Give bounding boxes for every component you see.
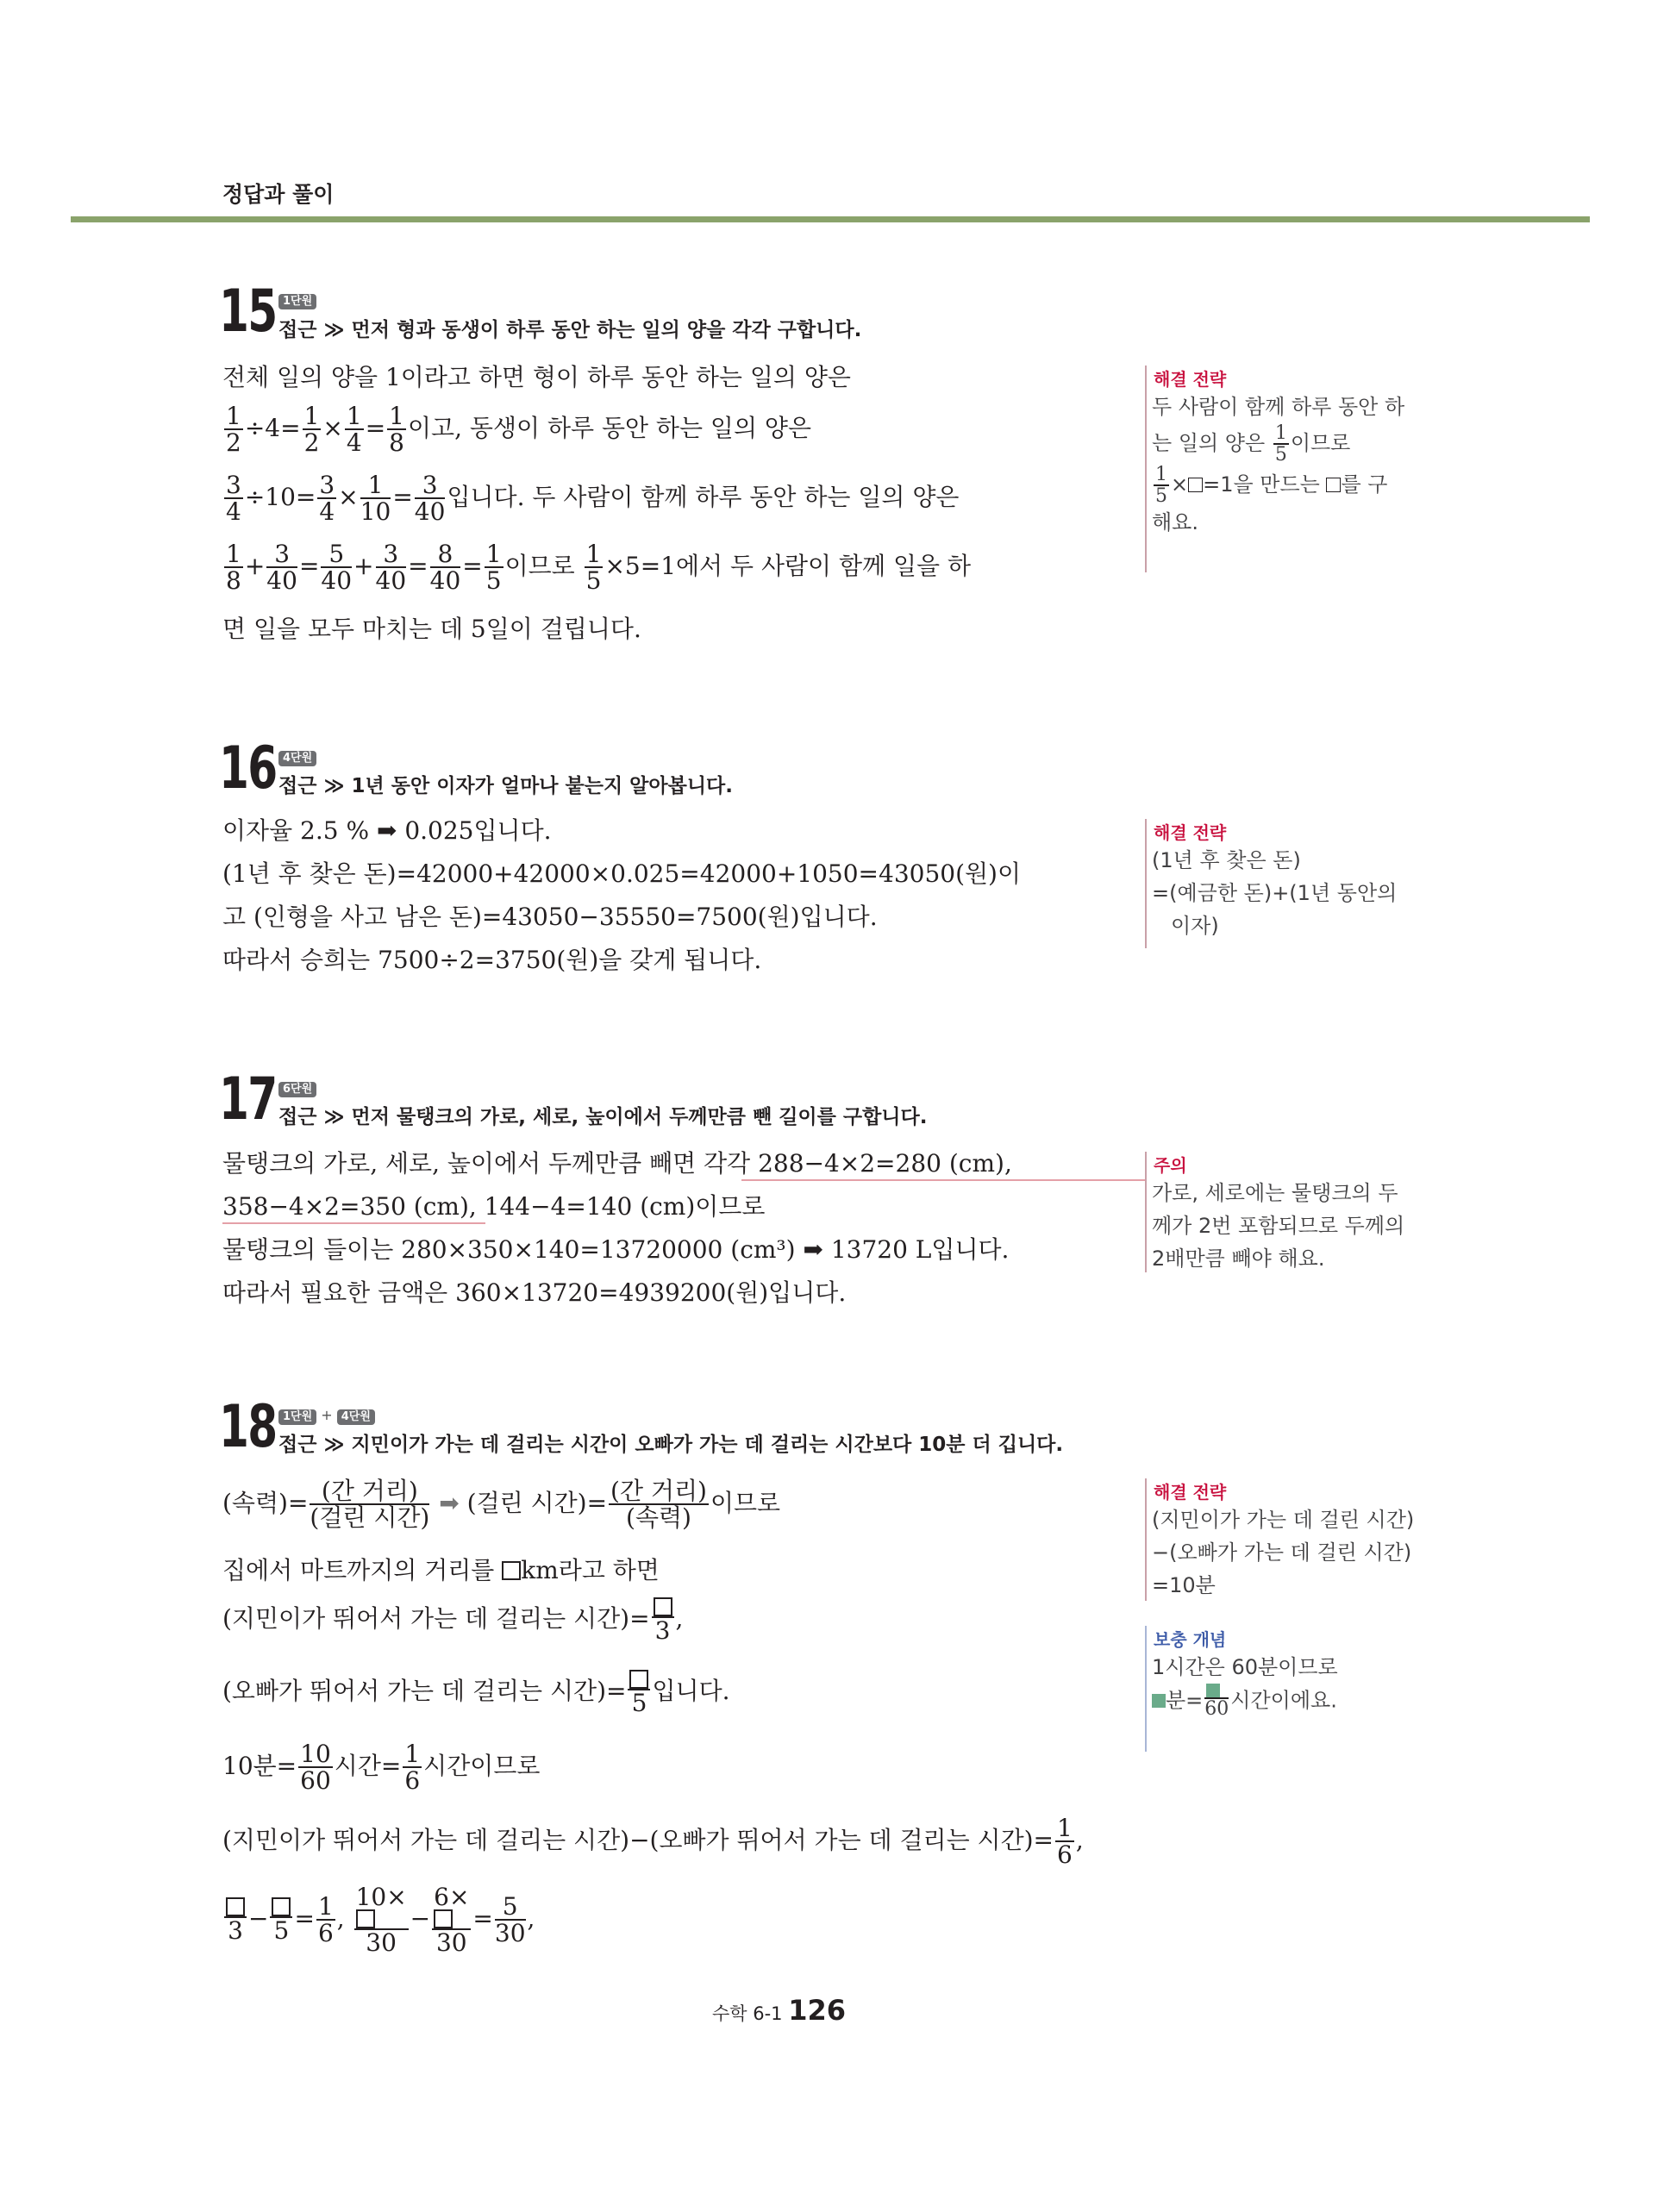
approach-text: 접근 ≫ 1년 동안 이자가 얼마나 붙는지 알아봅니다. — [278, 775, 734, 797]
unit-badge: 1단원 — [278, 294, 316, 309]
solution-line: 물탱크의 가로, 세로, 높이에서 두께만큼 빼면 각각 288−4×2=280 (cm), — [222, 1149, 1012, 1178]
note-line: 이자) — [1171, 914, 1219, 938]
sidebar-note — [1145, 1152, 1438, 1272]
solution-line: (오빠가 뛰어서 가는 데 걸리는 시간)= 5 입니다. — [222, 1670, 730, 1715]
note-line: −(오빠가 가는 데 걸린 시간) — [1152, 1540, 1412, 1565]
note-line: (지민이가 가는 데 걸린 시간) — [1152, 1508, 1415, 1532]
solution-line: 따라서 필요한 금액은 360×13720=4939200(원)입니다. — [222, 1278, 847, 1307]
note-line: =10분 — [1152, 1573, 1216, 1597]
problem-number: 17 — [219, 1065, 277, 1134]
solution-text: 이고, 동생이 하루 동안 하는 일의 양은 — [408, 413, 812, 442]
note-line: $\frac{1}{5}$ × =1을 만드는 를 구 — [1155, 464, 1388, 508]
note-line: 해요. — [1152, 510, 1198, 535]
solution-line: (지민이가 뛰어서 가는 데 걸리는 시간)−(오빠가 뛰어서 가는 데 걸리는 시간)= $\frac{1}{6}$ , — [222, 1814, 1084, 1870]
unit-badge: 4단원 — [337, 1409, 375, 1425]
solution-line: 물탱크의 들이는 280×350×140=13720000 (cm³) ➡ 13720 L입니다. — [222, 1235, 1010, 1264]
problem-number: 16 — [219, 734, 277, 803]
note-line: 는 일의 양은 $\frac{1}{5}$ 이므로 — [1152, 422, 1351, 466]
solution-line: 이자율 2.5 % ➡ 0.025입니다. — [222, 816, 552, 845]
note-tag: 해결 전략 — [1154, 1482, 1227, 1503]
solution-line: (속력)= $\frac{\text{(간 거리)}}{\text{(걸린 시간)}}$ ➡ (걸린 시간)= $\frac{\text{(간 거리)}}{\text{(속력)}}$ 이므로 — [222, 1477, 781, 1533]
approach-text: 접근 ≫ 먼저 형과 동생이 하루 동안 하는 일의 양을 각각 구합니다. — [278, 319, 862, 341]
solution-line: 358−4×2=350 (cm), 144−4=140 (cm)이므로 — [222, 1192, 766, 1221]
sidebar-note — [1145, 1478, 1438, 1601]
solution-line: 집에서 마트까지의 거리를 km라고 하면 — [222, 1556, 660, 1584]
note-line: 가로, 세로에는 물탱크의 두 — [1152, 1181, 1398, 1205]
note-line: 께가 2번 포함되므로 두께의 — [1152, 1214, 1405, 1238]
note-tag: 보충 개념 — [1154, 1629, 1227, 1650]
unit-badges — [278, 1079, 316, 1097]
note-line: 1시간은 60분이므로 — [1152, 1655, 1338, 1679]
unit-plus: + — [321, 1407, 333, 1423]
page-footer — [712, 1994, 846, 2027]
solution-line: $\frac{3}{4}$ ÷10= $\frac{3}{4}$ × $\frac{1}{10}$ = $\frac{3}{40}$ 입니다. 두 사람이 함께 하루 동안 하는 일의 양은 — [226, 471, 960, 527]
solution-text: 이므로 — [504, 551, 575, 580]
unit-badges — [278, 1407, 375, 1425]
sidebar-note — [1145, 819, 1438, 948]
unit-badge: 6단원 — [278, 1082, 316, 1097]
unit-badge: 4단원 — [278, 751, 316, 766]
sidebar-note — [1145, 366, 1438, 572]
solution-line: 10분= $\frac{10}{60}$ 시간= $\frac{1}{6}$ 시간이므로 — [222, 1740, 541, 1796]
problem-number: 15 — [219, 278, 277, 346]
solution-line: 3 − 5 = $\frac{1}{6}$ , $\frac{10\times}{30}$ − $\frac{6\times}{30}$ = $\frac{5}{30}$ , — [222, 1884, 535, 1956]
solution-text: ×5=1에서 두 사람이 함께 일을 하 — [604, 551, 972, 580]
note-tag: 해결 전략 — [1154, 822, 1227, 843]
note-line: 2배만큼 빼야 해요. — [1152, 1247, 1325, 1271]
solution-line: 따라서 승희는 7500÷2=3750(원)을 갖게 됩니다. — [222, 946, 762, 974]
solution-line: (지민이가 뛰어서 가는 데 걸리는 시간)= 3 , — [222, 1597, 683, 1643]
note-line: =(예금한 돈)+(1년 동안의 — [1152, 881, 1398, 905]
solution-line: (1년 후 찾은 돈)=42000+42000×0.025=42000+1050=43050(원)이 — [222, 859, 1022, 888]
solution-line: $\frac{1}{8}$ + $\frac{3}{40}$ = $\frac{5}{40}$ + $\frac{3}{40}$ = $\frac{8}{40}$ = $\frac{1}{5}$ 이므로 $\frac{1}{5}$ ×5=1에서 두 사람이 함께 일을 하 — [226, 540, 972, 596]
note-line: 분= 60 시간이에요. — [1152, 1684, 1438, 1719]
note-tag: 주의 — [1154, 1155, 1187, 1176]
solution-line: 고 (인형을 사고 남은 돈)=43050−35550=7500(원)입니다. — [222, 903, 878, 931]
page-header-title: 정답과 풀이 — [222, 182, 335, 207]
unit-badge: 1단원 — [278, 1409, 316, 1425]
note-line: (1년 후 찾은 돈) — [1152, 848, 1301, 872]
unit-badges — [278, 291, 316, 309]
problem-number: 18 — [219, 1393, 277, 1461]
header-divider — [71, 216, 1590, 222]
footer-subject: 수학 6-1 — [712, 2003, 783, 2024]
solution-line: $\frac{1}{2}$ ÷4= $\frac{1}{2}$ × $\frac{1}{4}$ = $\frac{1}{8}$ 이고, 동생이 하루 동안 하는 일의 양은 — [226, 402, 812, 458]
approach-text: 접근 ≫ 먼저 물탱크의 가로, 세로, 높이에서 두께만큼 뺀 길이를 구합니다. — [278, 1106, 928, 1128]
approach-text: 접근 ≫ 지민이가 가는 데 걸리는 시간이 오빠가 가는 데 걸리는 시간보다 10분 더 깁니다. — [278, 1434, 1064, 1456]
solution-line: 면 일을 모두 마치는 데 5일이 걸립니다. — [222, 615, 641, 643]
highlight-underline — [741, 1179, 1147, 1181]
note-line: 두 사람이 함께 하루 동안 하 — [1152, 395, 1405, 419]
note-tag: 해결 전략 — [1154, 369, 1227, 390]
sidebar-note — [1145, 1626, 1438, 1752]
solution-text: 입니다. 두 사람이 함께 하루 동안 하는 일의 양은 — [447, 482, 960, 511]
solution-line: 전체 일의 양을 1이라고 하면 형이 하루 동안 하는 일의 양은 — [222, 363, 851, 391]
unit-badges — [278, 748, 316, 766]
page-number: 126 — [788, 1994, 847, 2027]
highlight-underline — [222, 1222, 485, 1224]
